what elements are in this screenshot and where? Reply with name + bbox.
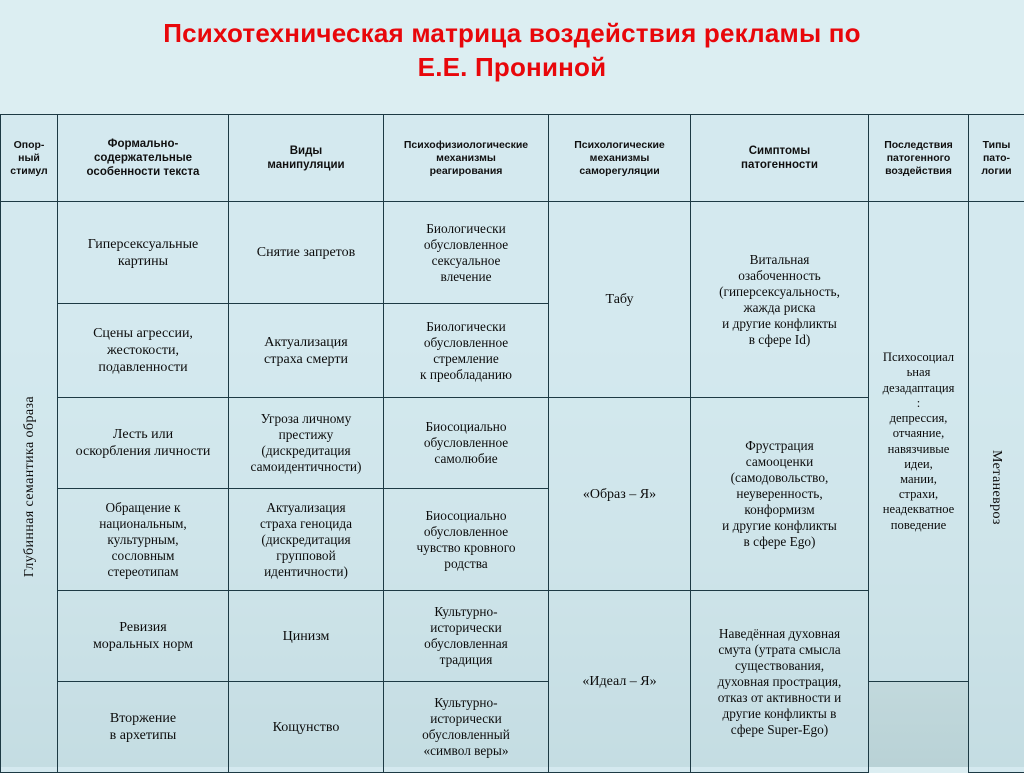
header-stimulus <box>1 115 58 202</box>
table-row <box>1 682 1024 773</box>
header-manipulation <box>229 115 384 202</box>
text-line: идеи, <box>872 457 965 472</box>
text-line: в сфере Id) <box>694 332 865 348</box>
text-line: отчаяние, <box>872 426 965 441</box>
text-line: Актуализация <box>232 334 380 351</box>
text-line: и другие конфликты <box>694 316 865 332</box>
cell-self-regulation-group-2 <box>549 398 691 591</box>
cell-text-features-3 <box>58 398 229 489</box>
header-manipulation-line-1: Виды <box>232 144 380 158</box>
text-line: обусловленное <box>387 435 545 451</box>
text-line: Гиперсексуальные <box>61 236 225 253</box>
header-psychological-line-1: Психологические <box>552 139 687 152</box>
header-text-features <box>58 115 229 202</box>
text-line: обусловленное <box>387 524 545 540</box>
text-line: чувство кровного <box>387 540 545 556</box>
text-line: исторически <box>387 711 545 727</box>
text-line: (гиперсексуальность, <box>694 284 865 300</box>
cell-psychophysiological-2 <box>384 304 549 398</box>
text-line: Сцены агрессии, <box>61 325 225 342</box>
header-psychophysiological-line-1: Психофизиологические <box>387 139 545 152</box>
cell-manipulation-2 <box>229 304 384 398</box>
text-line: неадекватное <box>872 502 965 517</box>
text-line: страхи, <box>872 487 965 502</box>
text-line: страха геноцида <box>232 516 380 532</box>
cell-self-regulation-group-3 <box>549 591 691 773</box>
cell-manipulation-3 <box>229 398 384 489</box>
text-line: жестокости, <box>61 342 225 359</box>
cell-self-regulation-group-1 <box>549 202 691 398</box>
cell-text-features-5 <box>58 591 229 682</box>
cell-manipulation-4 <box>229 489 384 591</box>
text-line: поведение <box>872 518 965 533</box>
text-line: духовная прострация, <box>694 674 865 690</box>
cell-psychophysiological-6 <box>384 682 549 773</box>
header-pathology-types-line-3: логии <box>972 165 1021 178</box>
header-pathology-types-line-1: Типы <box>972 139 1021 152</box>
header-manipulation-line-2: манипуляции <box>232 158 380 172</box>
text-line: стремление <box>387 351 545 367</box>
cell-psychophysiological-1 <box>384 202 549 304</box>
text-line: подавленности <box>61 359 225 376</box>
page-title <box>0 16 1024 84</box>
cell-psychophysiological-4 <box>384 489 549 591</box>
text-line: сексуальное <box>387 253 545 269</box>
header-psychophysiological-line-2: механизмы <box>387 152 545 165</box>
text-line: традиция <box>387 652 545 668</box>
text-line: самооценки <box>694 454 865 470</box>
text-line: в сфере Ego) <box>694 534 865 550</box>
header-text-features-line-2: содержательные <box>61 151 225 165</box>
header-consequences-line-2: патогенного <box>872 152 965 165</box>
text-line: Наведённая духовная <box>694 626 865 642</box>
header-consequences-line-1: Последствия <box>872 139 965 152</box>
header-consequences-line-3: воздействия <box>872 165 965 178</box>
text-line: идентичности) <box>232 564 380 580</box>
text-line: Актуализация <box>232 500 380 516</box>
cell-manipulation-1 <box>229 202 384 304</box>
text-line: конформизм <box>694 502 865 518</box>
stimulus-vertical-label: Глубинная семантика образа <box>21 396 38 577</box>
text-line: «символ веры» <box>387 743 545 759</box>
text-line: к преобладанию <box>387 367 545 383</box>
header-stimulus-line-3: стимул <box>4 165 54 178</box>
header-text-features-line-1: Формально- <box>61 137 225 151</box>
cell-symptoms-group-2 <box>691 398 869 591</box>
header-psychological-line-3: саморегуляции <box>552 165 687 178</box>
text-line: влечение <box>387 269 545 285</box>
text-line: национальным, <box>61 516 225 532</box>
text-line: мании, <box>872 472 965 487</box>
text-line: Вторжение <box>61 710 225 727</box>
text-line: Ревизия <box>61 619 225 636</box>
text-line: существования, <box>694 658 865 674</box>
cell-text-features-2 <box>58 304 229 398</box>
text-line: самоидентичности) <box>232 459 380 475</box>
text-line: самолюбие <box>387 451 545 467</box>
text-line: Цинизм <box>232 628 380 645</box>
text-line: Культурно- <box>387 695 545 711</box>
text-line: картины <box>61 253 225 270</box>
text-line: родства <box>387 556 545 572</box>
header-symptoms-line-1: Симптомы <box>694 144 865 158</box>
text-line: ьная <box>872 365 965 380</box>
text-line: Биологически <box>387 319 545 335</box>
header-symptoms-line-2: патогенности <box>694 158 865 172</box>
header-pathology-types <box>969 115 1024 202</box>
header-consequences <box>869 115 969 202</box>
header-psychological <box>549 115 691 202</box>
cell-text-features-4 <box>58 489 229 591</box>
text-line: (самодовольство, <box>694 470 865 486</box>
text-line: Биосоциально <box>387 419 545 435</box>
text-line: исторически <box>387 620 545 636</box>
header-psychological-line-2: механизмы <box>552 152 687 165</box>
text-line: озабоченность <box>694 268 865 284</box>
text-line: Снятие запретов <box>232 244 380 261</box>
cell-manipulation-6 <box>229 682 384 773</box>
text-line: сословным <box>61 548 225 564</box>
self-regulation-label: «Образ – Я» <box>583 487 656 502</box>
cell-stimulus-vertical <box>1 202 58 773</box>
text-line: оскорбления личности <box>61 443 225 460</box>
text-line: отказ от активности и <box>694 690 865 706</box>
psychotechnical-matrix-table <box>0 114 1024 773</box>
text-line: в архетипы <box>61 727 225 744</box>
page-title-line-1: Психотехническая матрица воздействия рекламы по <box>0 16 1024 50</box>
text-line: обусловленное <box>387 237 545 253</box>
text-line: жажда риска <box>694 300 865 316</box>
text-line: Угроза личному <box>232 411 380 427</box>
text-line: Фрустрация <box>694 438 865 454</box>
cell-text-features-6 <box>58 682 229 773</box>
text-line: другие конфликты в <box>694 706 865 722</box>
text-line: депрессия, <box>872 411 965 426</box>
text-line: смута (утрата смысла <box>694 642 865 658</box>
text-line: неуверенность, <box>694 486 865 502</box>
cell-manipulation-5 <box>229 591 384 682</box>
text-line: Обращение к <box>61 500 225 516</box>
text-line: (дискредитация <box>232 443 380 459</box>
text-line: : <box>872 396 965 411</box>
header-symptoms <box>691 115 869 202</box>
text-line: дезадаптация <box>872 381 965 396</box>
text-line: страха смерти <box>232 351 380 368</box>
cell-symptoms-group-3 <box>691 591 869 773</box>
text-line: групповой <box>232 548 380 564</box>
text-line: обусловленная <box>387 636 545 652</box>
table-header-row <box>1 115 1024 202</box>
text-line: обусловленное <box>387 335 545 351</box>
text-line: Психосоциал <box>872 350 965 365</box>
header-pathology-types-line-2: пато- <box>972 152 1021 165</box>
cell-text-features-1 <box>58 202 229 304</box>
text-line: сфере Super-Ego) <box>694 722 865 738</box>
text-line: и другие конфликты <box>694 518 865 534</box>
text-line: Лесть или <box>61 426 225 443</box>
cell-pathology-vertical <box>969 202 1024 773</box>
text-line: Биологически <box>387 221 545 237</box>
text-line: (дискредитация <box>232 532 380 548</box>
text-line: моральных норм <box>61 636 225 653</box>
cell-psychophysiological-5 <box>384 591 549 682</box>
header-stimulus-line-2: ный <box>4 152 54 165</box>
header-psychophysiological <box>384 115 549 202</box>
text-line: стереотипам <box>61 564 225 580</box>
text-line: Витальная <box>694 252 865 268</box>
header-psychophysiological-line-3: реагирования <box>387 165 545 178</box>
pathology-vertical-label: Метаневроз <box>988 450 1005 525</box>
cell-psychophysiological-3 <box>384 398 549 489</box>
text-line: Биосоциально <box>387 508 545 524</box>
cell-consequences <box>869 202 969 682</box>
text-line: обусловленный <box>387 727 545 743</box>
self-regulation-label: Табу <box>605 292 633 307</box>
self-regulation-label: «Идеал – Я» <box>582 674 656 689</box>
page-title-line-2: Е.Е. Прониной <box>0 50 1024 84</box>
text-line: навязчивые <box>872 442 965 457</box>
text-line: Культурно- <box>387 604 545 620</box>
text-line: культурным, <box>61 532 225 548</box>
cell-symptoms-group-1 <box>691 202 869 398</box>
text-line: Кощунство <box>232 719 380 736</box>
header-text-features-line-3: особенности текста <box>61 165 225 179</box>
text-line: престижу <box>232 427 380 443</box>
header-stimulus-line-1: Опор- <box>4 139 54 152</box>
table-row <box>1 202 1024 304</box>
